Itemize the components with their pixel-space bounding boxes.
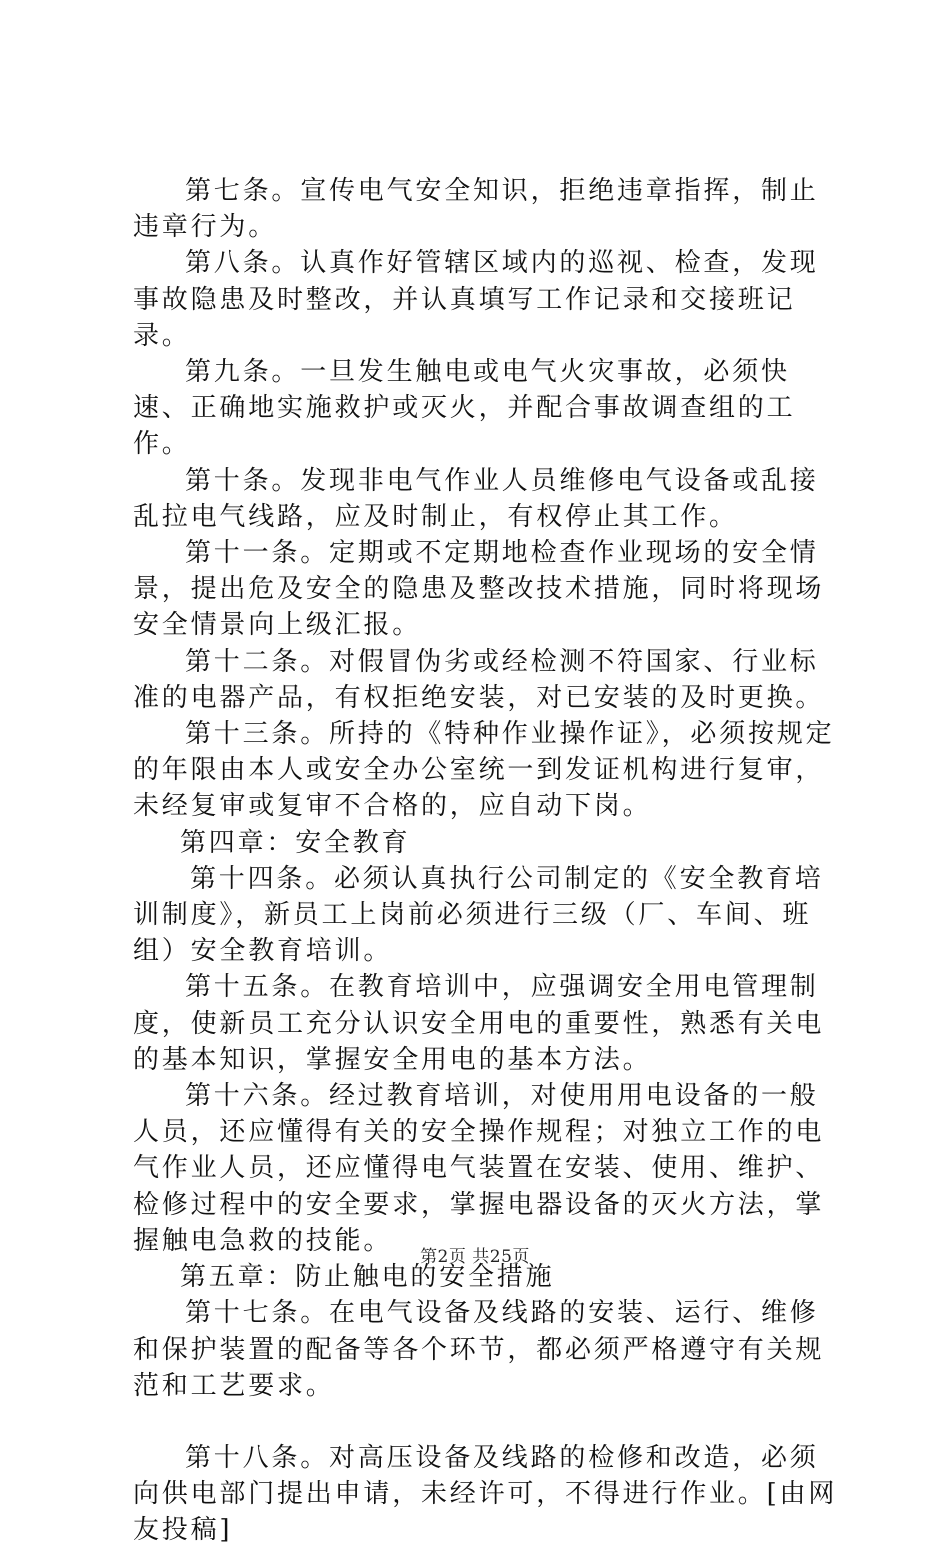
article-15: 第十五条。在教育培训中，应强调安全用电管理制度，使新员工充分认识安全用电的重要性，熟悉有关电的基本知识，掌握安全用电的基本方法。 xyxy=(133,972,825,1075)
chapter-4-heading: 第四章：安全教育 xyxy=(180,827,411,858)
article-11: 第十一条。定期或不定期地检查作业现场的安全情景，提出危及安全的隐患及整改技术措施，同时将现场安全情景向上级汇报。 xyxy=(133,538,825,641)
document-body xyxy=(133,173,843,1549)
article-8: 第八条。认真作好管辖区域内的巡视、检查，发现事故隐患及时整改，并认真填写工作记录和交接班记录。 xyxy=(133,248,819,351)
article-9: 第九条。一旦发生触电或电气火灾事故，必须快速、正确地实施救护或灭火，并配合事故调查组的工作。 xyxy=(133,357,796,460)
article-13: 第十三条。所持的《特种作业操作证》，必须按规定的年限由本人或安全办公室统一到发证机构进行复审，未经复审或复审不合格的，应自动下岗。 xyxy=(133,719,835,822)
article-16: 第十六条。经过教育培训，对使用用电设备的一般人员，还应懂得有关的安全操作规程；对独立工作的电气作业人员，还应懂得电气装置在安装、使用、维护、检修过程中的安全要求，掌握电器设备的灭火方法，掌握触电急救的技能。 xyxy=(133,1081,825,1256)
chapter-5-heading: 第五章：防止触电的安全措施 xyxy=(180,1262,555,1293)
article-10: 第十条。发现非电气作业人员维修电气设备或乱接乱拉电气线路，应及时制止，有权停止其工作。 xyxy=(133,465,819,532)
article-18: 第十八条。对高压设备及线路的检修和改造，必须向供电部门提出申请，未经许可，不得进行作业。[由网友投稿] xyxy=(133,1442,838,1546)
article-17: 第十七条。在电气设备及线路的安装、运行、维修和保护装置的配备等各个环节，都必须严格遵守有关规范和工艺要求。 xyxy=(133,1298,825,1401)
paragraph-gap xyxy=(133,1404,843,1440)
article-7: 第七条。宣传电气安全知识，拒绝违章指挥，制止违章行为。 xyxy=(133,176,819,243)
article-12: 第十二条。对假冒伪劣或经检测不符国家、行业标准的电器产品，有权拒绝安装，对已安装的及时更换。 xyxy=(133,646,825,713)
article-14: 第十四条。必须认真执行公司制定的《安全教育培训制度》，新员工上岗前必须进行三级（厂、车间、班组）安全教育培训。 xyxy=(133,863,824,967)
page-number-footer: 第2页 共25页 xyxy=(420,1247,530,1267)
